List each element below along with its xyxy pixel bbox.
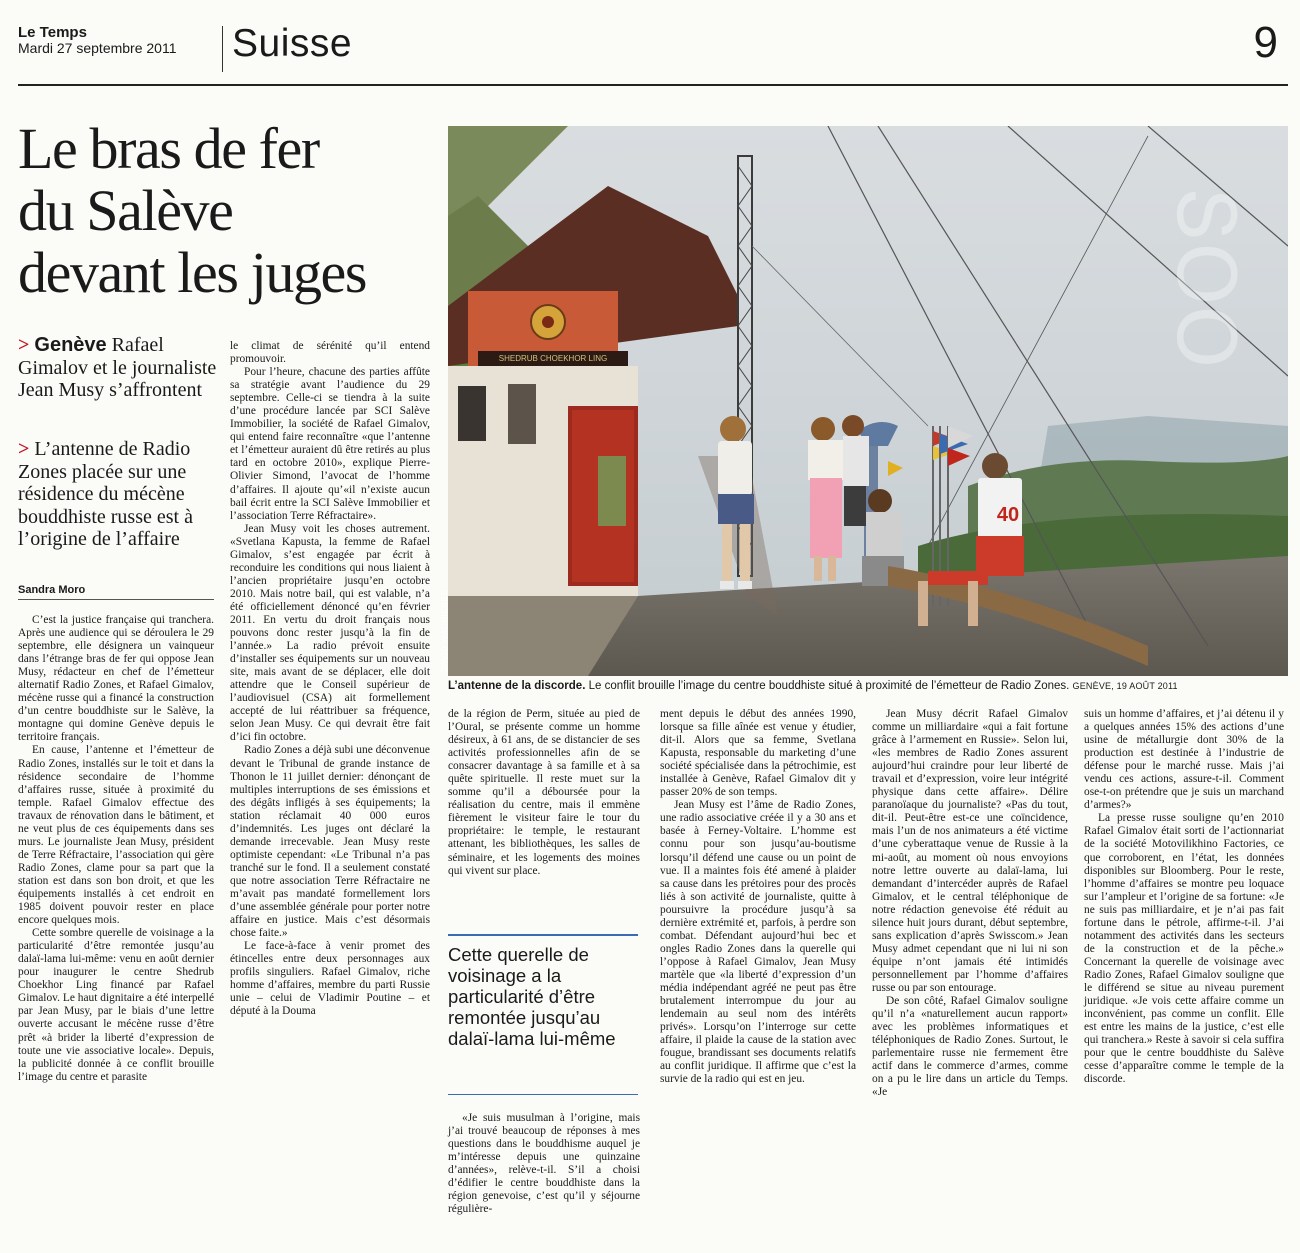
paragraph: C’est la justice française qui tranchera. Après une audience qui se déroulera le 29 septembre, elle désignera un vainqueur dans l’étrange bras de fer qui oppose Jean Musy, rédacteur en chef de l’émetteur alternatif Radio Zones, et Rafael Gimalov, mécène russe qui a financé la construction d’un centre bouddhiste sur le Salève, la montagne qui domine Genève depuis le territoire français. — [18, 614, 214, 744]
svg-text:ՏՕՕ: ՏՕՕ — [1160, 186, 1248, 369]
paragraph: Cette sombre querelle de voisinage a la particularité d’être remontée jusqu’au dalaï-lama lui-même: venu en août dernier pour inaugurer le centre Shedrub Choekhor Ling financé par Rafael Gimalov. Le haut dignitaire a été interpellé par Jean Musy, par le biais d’une lettre ouverte accusant le mécène russe d’être prêt «à brider la liberté d’expression de toute une vie associative locale». Depuis, la publicité donnée à ce conflit brouille l’image du centre et parasite — [18, 927, 214, 1083]
page-number: 9 — [1253, 18, 1278, 67]
deck-item — [18, 438, 218, 551]
paragraph: de la région de Perm, située au pied de l’Oural, se présente comme un homme désireux, à 61 ans, de se distancier de ses activités professionnelles afin de se consacrer davantage à sa famille et à sa quête spirituelle. Il reste muet sur la somme qu’il a déboursée pour la réalisation du centre, mais il emmène fièrement le visiteur faire le tour du propriétaire: le temple, le restaurant attenant, les bibliothèques, les salles de séminaire, et les logements des moines qui vivent sur place. — [448, 708, 640, 877]
article-photo — [448, 126, 1288, 676]
deck-text: Rafael Gimalov et le journaliste Jean Musy s’affrontent — [18, 334, 217, 401]
paragraph: «Je suis musulman à l’origine, mais j’ai trouvé beaucoup de réponses à mes questions dans le bouddhisme auquel je m’intéresse depuis une quinzaine d’années», relève-t-il. S’il a choisi d’édifier le centre bouddhiste dans la région genevoise, c’est qu’il y séjourne régulière- — [448, 1112, 640, 1216]
header-rule — [18, 84, 1288, 86]
paragraph: Jean Musy décrit Rafael Gimalov comme un milliardaire «qui a fait fortune grâce à l’armement en Russie». Selon lui, «les membres de Radio Zones assurent aujourd’hui craindre pour leur liberté de travail et d’expression, voire leur intégrité physique dans cette affaire». Délire paranoïaque du journaliste? «Pas du tout, dit-il. Peut-être est-ce une coïncidence, mais l’un de nos animateurs a été victime d’une cyberattaque venue de Russie à la mi-août, au moment où nous envoyions notre lettre ouverte au dalaï-lama, lui demandant d’intercéder auprès de Rafael Gimalov, et le central téléphonique de notre rédaction genevoise été réduit au silence huit jours durant, début septembre, sans explication d’après Swisscom.» Jean Musy admet cependant que ni lui ni son équipe n’ont jamais été intimidés personnellement par l’homme d’affaires russe ou par son entourage. — [872, 708, 1068, 994]
paragraph: La presse russe souligne qu’en 2010 Rafael Gimalov était sorti de l’actionnariat de la société Motovilikhino Factories, ce que corroborent, en l’état, les données disponibles sur Bloomberg. Pour le reste, l’homme d’affaires se montre peu loquace sur l’ampleur et l’origine de sa fortune: «Je ne suis pas milliardaire, et je n’ai pas fait fortune dans le pétrole, affirme-t-il. J’ai notamment des activités dans les secteurs de la construction et de la pêche.» Concernant la querelle de voisinage avec Radio Zones, Rafael Gimalov souligne que le différend se situe au niveau purement juridique. «Je vois cette affaire comme un inconvénient, pas comme un conflit. Elle est entre les mains de la justice, c’est elle qui tranchera.» Reste à savoir si cela suffira pour que le centre bouddhiste du Salève cesse d’apparaître comme le temple de la discorde. — [1084, 812, 1284, 1086]
pull-quote-rule — [448, 934, 638, 936]
article-column-3-bottom — [448, 1112, 640, 1216]
deck-tag: Genève — [34, 334, 107, 356]
shirt-number: 40 — [996, 504, 1020, 526]
pull-quote: Cette querelle de voisinage a la particularité d’être remontée jusqu’au dalaï-lama lui-même — [448, 944, 616, 1049]
caption-title: L’antenne de la discorde. — [448, 680, 586, 692]
article-column-1 — [18, 614, 214, 1084]
article-column-5 — [872, 708, 1068, 1099]
paragraph: En cause, l’antenne et l’émetteur de Radio Zones, installés sur le toit et dans la résidence secondaire de l’homme d’affaires russe, située à proximité du temple. Rafael Gimalov effectue des travaux de rénovation dans le bâtiment, et ne veut plus de ces équipements dans ses murs. Le journaliste Jean Musy, président de Terre Réfractaire, l’association qui gère Radio Zones, clame pour sa part que la station est dans son bon droit, et que les équipements installés à cet endroit en 1985 doivent pouvoir rester en place encore quelques mois. — [18, 744, 214, 927]
headline-line: Le bras de fer — [18, 116, 319, 181]
headline — [18, 118, 438, 304]
issue-date: Mardi 27 septembre 2011 — [18, 40, 177, 56]
building-sign: SHEDRUB CHOEKHOR LING — [498, 354, 608, 363]
section-title: Suisse — [232, 22, 353, 65]
paragraph: Le face-à-face à venir promet des étincelles entre deux personnages aux profils singuliers. Rafael Gimalov, riche homme d’affaires, membre du parti Russie unie – celui de Vladimir Poutine – et député à la Douma — [230, 940, 430, 1018]
paragraph: ment depuis le début des années 1990, lorsque sa fille aînée est venue y étudier, dit-il. Alors que sa femme, Svetlana Kapusta, responsable du marketing d’une société spécialisée dans la pétrochimie, est installée à Genève, Rafael Gimalov dit y passer 20% de son temps. — [660, 708, 856, 799]
headline-line: du Salève — [18, 178, 233, 243]
byline-rule — [18, 599, 214, 600]
paper-name: Le Temps — [18, 24, 87, 41]
paragraph: Radio Zones a déjà subi une déconvenue devant le Tribunal de grande instance de Thonon le 11 juillet dernier: dénonçant de multiples interruptions de ses émissions et des dégâts infligés à ses équipements; la station réclamait 40 000 euros d’indemnités. Les juges ont déclaré la demande irrecevable. Jean Musy reste optimiste cependant: «Le Tribunal n’a pas tranché sur le fond. Il a seulement constaté que notre association Terre Réfractaire ne m’avait pas mandaté formellement lors d’une assemblée générale pour porter notre affaire en justice. Mais c’est désormais chose faite.» — [230, 744, 430, 940]
masthead-divider — [222, 26, 223, 72]
paragraph: Pour l’heure, chacune des parties affûte sa stratégie avant l’audience du 29 septembre. Celle-ci se tiendra à la suite d’une procédure lancée par SCI Salève Immobilier, la société de Rafael Gimalov, qui entend faire reconnaître «que l’antenne et l’émetteur auraient dû être retirés au plus tard en octobre 2010», explique Pierre-Olivier Simond, l’avocat de l’homme d’affaires. Il ajoute qu’«il n’existe aucun bail écrit entre la SCI Salève Immobilier et l’association Terre Réfractaire». — [230, 366, 430, 522]
article-column-3-top — [448, 708, 640, 878]
photo-illustration — [448, 126, 1288, 676]
article-column-2 — [230, 340, 430, 1018]
article-column-6 — [1084, 708, 1284, 1086]
caption-text: Le conflit brouille l’image du centre bouddhiste situé à proximité de l’émetteur de Radio Zones. — [588, 680, 1070, 692]
photo-credit: DAVID WAGNIÈRES — [440, 589, 449, 672]
paragraph: Jean Musy est l’âme de Radio Zones, une radio associative créée il y a 30 ans et basée à Ferney-Voltaire. L’homme est connu pour son jusqu’au-boutisme lorsqu’il défend une cause ou un point de vue. Il a maintes fois été amené à plaider sa cause dans les prétoires pour des procès liés à son activité de journaliste, quitte à poursuivre la procédure jusqu’à sa dernière extrémité et, parfois, à perdre son combat. Défendant aujourd’hui bec et ongles Radio Zones dans la querelle qui l’oppose à Rafael Gimalov, Jean Musy martèle que «la liberté d’expression d’un média indépendant agréé ne peut pas être brutalement interrompue du jour au lendemain au seul nom des intérêts privés». Lorsqu’on l’interroge sur cette affaire, il plaide la cause de la station avec fougue, brandissant ses documents relatifs au conflit juridique. Il affirme que c’est la survie de la radio qui est en jeu. — [660, 799, 856, 1086]
pull-quote-rule — [448, 1094, 638, 1095]
deck-arrow-icon: > — [18, 334, 30, 356]
paragraph: De son côté, Rafael Gimalov souligne qu’il n’a «naturellement aucun rapport» avec les problèmes informatiques et téléphoniques de Radio Zones. Surtout, le parlementaire russe nie fermement être actif dans le commerce d’armes, comme on a pu le lire dans un article du Temps. «Je — [872, 995, 1068, 1099]
paragraph: le climat de sérénité qu’il entend promouvoir. — [230, 340, 430, 366]
headline-line: devant les juges — [18, 240, 367, 305]
paragraph: suis un homme d’affaires, et j’ai détenu il y a quelques années 15% des actions d’une usine de métallurgie dont 30% de la production est destinée à l’industrie de défense pour le marché russe. Mais j’ai vendu ces actions, assure-t-il. Comment ose-t-on prétendre que je suis un marchand d’armes?» — [1084, 708, 1284, 812]
deck-item — [18, 334, 218, 402]
caption-place-date: GENÈVE, 19 AOÛT 2011 — [1072, 681, 1178, 691]
article-column-4 — [660, 708, 856, 1086]
deck-text: L’antenne de Radio Zones placée sur une résidence du mécène bouddhiste russe est à l’origine de l’affaire — [18, 438, 193, 550]
deck-arrow-icon: > — [18, 438, 30, 460]
photo-caption — [448, 680, 1288, 692]
byline: Sandra Moro — [18, 584, 86, 596]
paragraph: Jean Musy voit les choses autrement. «Svetlana Kapusta, la femme de Rafael Gimalov, s’est engagée par écrit à reconduire les conditions qui nous liaient à l’ancien propriétaire jusqu’en octobre 2010. Mais notre bail, qui est valable, n’a été officiellement dénoncé qu’en février 2011. En vertu du droit français nous pouvons donc rester jusqu’à la fin de l’année.» La radio prévoit ensuite d’installer ses équipements sur un nouveau site, mais avant de se déplacer, elle doit attendre que le Conseil supérieur de l’audiovisuel (CSA) ait formellement accepté de lui réattribuer sa fréquence, selon Jean Musy. Ce qui devrait être fait d’ici fin octobre. — [230, 522, 430, 744]
